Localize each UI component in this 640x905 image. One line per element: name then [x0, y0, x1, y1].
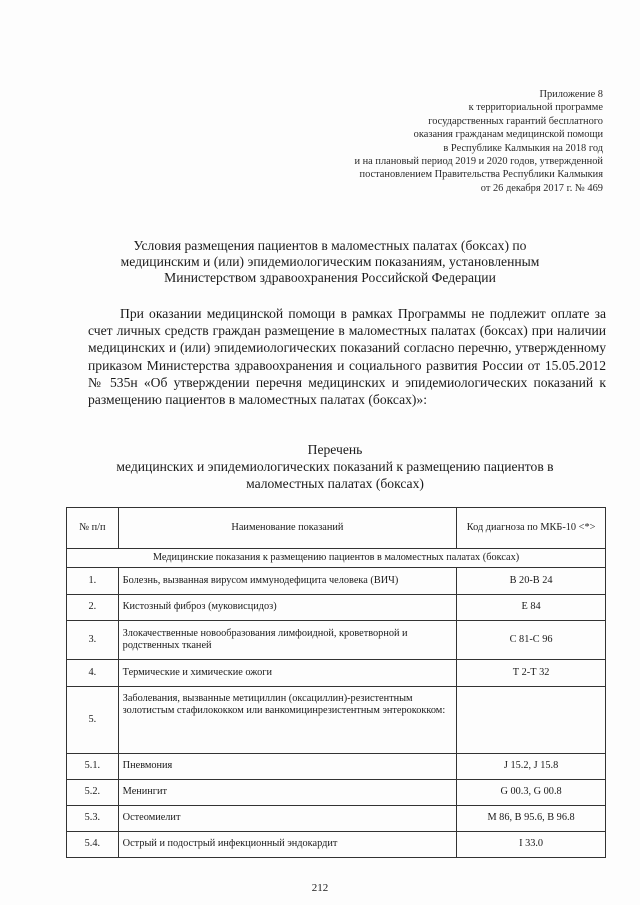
row-num: 5.4. [67, 832, 119, 858]
document-title [60, 238, 600, 286]
table-row [67, 687, 606, 754]
row-name: Остеомиелит [118, 806, 456, 832]
row-code: J 15.2, J 15.8 [457, 754, 606, 780]
row-name: Пневмония [118, 754, 456, 780]
page-number: 212 [311, 882, 329, 894]
appendix-line: оказания гражданам медицинской помощи [413, 129, 603, 141]
title-line: Условия размещения пациентов в маломестных палатах (боксах) по [133, 238, 527, 253]
body-paragraph: При оказании медицинской помощи в рамках Программы не подлежит оплате за счет личных средств граждан размещение в маломестных палатах (боксах) при наличии медицинских и (или) эпидемиологических показаний согласно перечню, утвержденному приказом Министерства здравоохранения и социального развития России от 15.05.2012 № 535н «Об утверждении перечня медицинских и эпидемиологических показаний к размещению пациентов в маломестных палатах (боксах)»: [88, 306, 606, 408]
table-row [67, 754, 606, 780]
row-num: 1. [67, 568, 119, 595]
row-code: Т 2-Т 32 [457, 660, 606, 687]
appendix-line: от 26 декабря 2017 г. № 469 [480, 182, 603, 194]
list-title [40, 441, 630, 492]
header-code: Код диагноза по МКБ-10 <*> [457, 508, 606, 549]
table-row [67, 660, 606, 687]
row-name: Острый и подострый инфекционный эндокардит [118, 832, 456, 858]
appendix-line: государственных гарантий бесплатного [428, 115, 603, 127]
table-section-row [67, 549, 606, 568]
row-code: Е 84 [457, 595, 606, 621]
indications-table [66, 507, 606, 858]
table-row [67, 806, 606, 832]
table-header-row [67, 508, 606, 549]
row-code: G 00.3, G 00.8 [457, 780, 606, 806]
row-name: Термические и химические ожоги [118, 660, 456, 687]
row-name: Кистозный фиброз (муковисцидоз) [118, 595, 456, 621]
list-title-line: маломестных палатах (боксах) [246, 476, 424, 491]
row-num: 4. [67, 660, 119, 687]
appendix-line: Приложение 8 [539, 89, 603, 100]
table-row [67, 595, 606, 621]
appendix-line: в Республике Калмыкия на 2018 год [443, 142, 603, 154]
row-num: 5. [67, 687, 119, 754]
row-num: 5.1. [67, 754, 119, 780]
row-name: Заболевания, вызванные метициллин (оксациллин)-резистентным золотистым стафилококком или ванкомицинрезистентным энтерококком: [118, 687, 456, 754]
table-row [67, 621, 606, 660]
list-title-line: медицинских и эпидемиологических показаний к размещению пациентов в [116, 459, 554, 474]
row-name: Злокачественные новообразования лимфоидной, кроветворной и родственных тканей [118, 621, 456, 660]
header-num: № п/п [67, 508, 119, 549]
header-name: Наименование показаний [118, 508, 456, 549]
table-row [67, 832, 606, 858]
title-line: медицинским и (или) эпидемиологическим показаниям, установленным [120, 254, 540, 269]
appendix-line: постановлением Правительства Республики Калмыкия [359, 169, 603, 181]
row-code [457, 687, 606, 754]
row-num: 5.3. [67, 806, 119, 832]
table-row [67, 780, 606, 806]
appendix-header [354, 88, 603, 195]
row-code: I 33.0 [457, 832, 606, 858]
row-num: 3. [67, 621, 119, 660]
title-line: Министерством здравоохранения Российской Федерации [164, 270, 496, 285]
row-code: М 86, В 95.6, В 96.8 [457, 806, 606, 832]
table-row [67, 568, 606, 595]
row-code: В 20-В 24 [457, 568, 606, 595]
row-name: Болезнь, вызванная вирусом иммунодефицита человека (ВИЧ) [118, 568, 456, 595]
section-heading: Медицинские показания к размещению пациентов в маломестных палатах (боксах) [67, 549, 606, 568]
appendix-line: к территориальной программе [468, 102, 603, 114]
row-num: 2. [67, 595, 119, 621]
list-title-line: Перечень [307, 442, 363, 457]
row-name: Менингит [118, 780, 456, 806]
row-code: С 81-С 96 [457, 621, 606, 660]
appendix-line: и на плановый период 2019 и 2020 годов, утвержденной [354, 156, 603, 168]
row-num: 5.2. [67, 780, 119, 806]
